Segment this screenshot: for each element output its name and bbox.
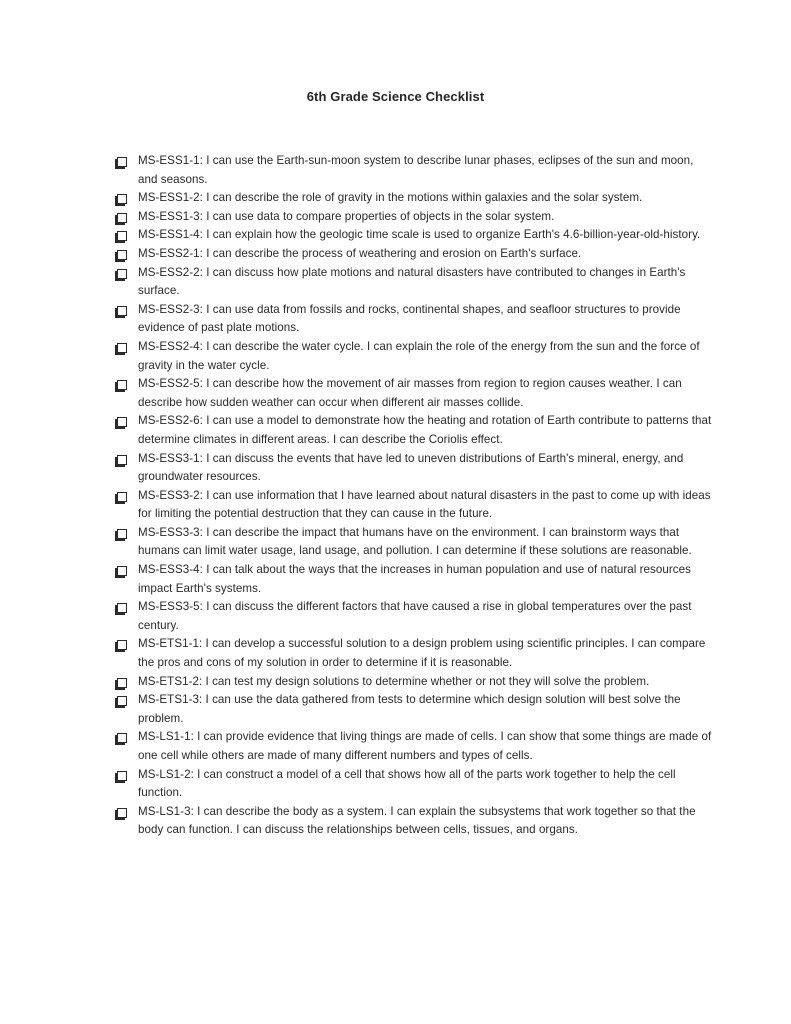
checklist-item-text: MS-LS1-3: I can describe the body as a system. I can explain the subsystems that work together so that the body can function. I can discuss the relationships between cells, tissues, and organs. bbox=[138, 804, 696, 837]
checklist-item-text: MS-ESS2-5: I can describe how the movement of air masses from region to region causes weather. I can describe how sudden weather can occur when different air masses collide. bbox=[138, 377, 682, 409]
checklist-item-text: MS-ETS1-1: I can develop a successful solution to a design problem using scientific principles. I can compare the pros and cons of my solution in order to determine if it is reasonable. bbox=[138, 637, 706, 670]
checkbox-icon bbox=[117, 678, 127, 688]
checkbox-icon bbox=[117, 194, 127, 204]
checklist-item bbox=[115, 301, 713, 338]
checklist-item bbox=[115, 226, 713, 245]
checklist-item-text: MS-ESS2-1: I can describe the process of weathering and erosion on Earth's surface. bbox=[138, 246, 582, 260]
checklist-item-text: MS-LS1-2: I can construct a model of a cell that shows how all of the parts work together to help the cell function. bbox=[138, 767, 676, 800]
checklist-item-text: MS-ESS3-4: I can talk about the ways that the increases in human population and use of natural resources impact Earth's systems. bbox=[138, 563, 691, 595]
checklist-item-text: MS-ESS1-3: I can use data to compare properties of objects in the solar system. bbox=[138, 209, 555, 223]
checklist-item bbox=[115, 338, 713, 375]
checklist-item bbox=[115, 598, 713, 635]
checklist-item bbox=[115, 766, 713, 803]
checkbox-icon bbox=[117, 231, 127, 241]
checkbox-icon bbox=[117, 808, 127, 818]
checklist-item-text: MS-ESS3-3: I can describe the impact that humans have on the environment. I can brainstorm ways that humans can limit water usage, land usage, and pollution. I can determine if these solutions are reasonable. bbox=[138, 525, 692, 558]
checklist bbox=[0, 152, 791, 840]
checklist-item-text: MS-ETS1-3: I can use the data gathered from tests to determine which design solution will best solve the problem. bbox=[138, 693, 681, 725]
checkbox-icon bbox=[117, 640, 127, 650]
checkbox-icon bbox=[117, 529, 127, 539]
checkbox-icon bbox=[117, 771, 127, 781]
checkbox-icon bbox=[117, 696, 127, 706]
checkbox-icon bbox=[117, 566, 127, 576]
checklist-item bbox=[115, 245, 713, 264]
checklist-item bbox=[115, 524, 713, 561]
checklist-item bbox=[115, 152, 713, 189]
checkbox-icon bbox=[117, 343, 127, 353]
checklist-item bbox=[115, 561, 713, 598]
checkbox-icon bbox=[117, 306, 127, 316]
checklist-item bbox=[115, 487, 713, 524]
checklist-item bbox=[115, 803, 713, 840]
checklist-item bbox=[115, 635, 713, 672]
checklist-item-text: MS-ESS3-5: I can discuss the different factors that have caused a rise in global temperatures over the past century. bbox=[138, 600, 692, 632]
checkbox-icon bbox=[117, 380, 127, 390]
checklist-item bbox=[115, 450, 713, 487]
checklist-item-text: MS-ETS1-2: I can test my design solutions to determine whether or not they will solve the problem. bbox=[138, 674, 650, 688]
checklist-item bbox=[115, 208, 713, 227]
checkbox-icon bbox=[117, 269, 127, 279]
checkbox-icon bbox=[117, 417, 127, 427]
checkbox-icon bbox=[117, 250, 127, 260]
checklist-item-text: MS-LS1-1: I can provide evidence that living things are made of cells. I can show that some things are made of one cell while others are made of many different numbers and types of cells. bbox=[138, 730, 712, 762]
checklist-item bbox=[115, 412, 713, 449]
checklist-item-text: MS-ESS1-2: I can describe the role of gravity in the motions within galaxies and the solar system. bbox=[138, 191, 643, 205]
checkbox-icon bbox=[117, 157, 127, 167]
checklist-item-text: MS-ESS3-1: I can discuss the events that have led to uneven distributions of Earth's mineral, energy, and groundwater resources. bbox=[138, 451, 684, 484]
checklist-item bbox=[115, 673, 713, 692]
checkbox-icon bbox=[117, 733, 127, 743]
checklist-item-text: MS-ESS2-3: I can use data from fossils and rocks, continental shapes, and seafloor structures to provide evidence of past plate motions. bbox=[138, 302, 681, 335]
checklist-item-text: MS-ESS2-6: I can use a model to demonstrate how the heating and rotation of Earth contribute to patterns that determine climates in different areas. I can describe the Coriolis effect. bbox=[138, 414, 712, 446]
checklist-item-text: MS-ESS3-2: I can use information that I have learned about natural disasters in the past to come up with ideas for limiting the potential destruction that they can cause in the future. bbox=[138, 488, 711, 521]
checklist-item bbox=[115, 189, 713, 208]
checklist-item-text: MS-ESS1-4: I can explain how the geologic time scale is used to organize Earth's 4.6-billion-year-old-history. bbox=[138, 228, 701, 242]
checklist-item-text: MS-ESS2-4: I can describe the water cycle. I can explain the role of the energy from the sun and the force of gravity in the water cycle. bbox=[138, 339, 700, 372]
checkbox-icon bbox=[117, 492, 127, 502]
checklist-item bbox=[115, 691, 713, 728]
checklist-item bbox=[115, 728, 713, 765]
checkbox-icon bbox=[117, 603, 127, 613]
checkbox-icon bbox=[117, 455, 127, 465]
page-title: 6th Grade Science Checklist bbox=[306, 89, 485, 104]
checklist-item bbox=[115, 264, 713, 301]
checkbox-icon bbox=[117, 213, 127, 223]
checklist-item-text: MS-ESS1-1: I can use the Earth-sun-moon system to describe lunar phases, eclipses of the sun and moon, and seasons. bbox=[138, 154, 694, 186]
checklist-item-text: MS-ESS2-2: I can discuss how plate motions and natural disasters have contributed to changes in Earth's surface. bbox=[138, 265, 686, 298]
checklist-item bbox=[115, 375, 713, 412]
